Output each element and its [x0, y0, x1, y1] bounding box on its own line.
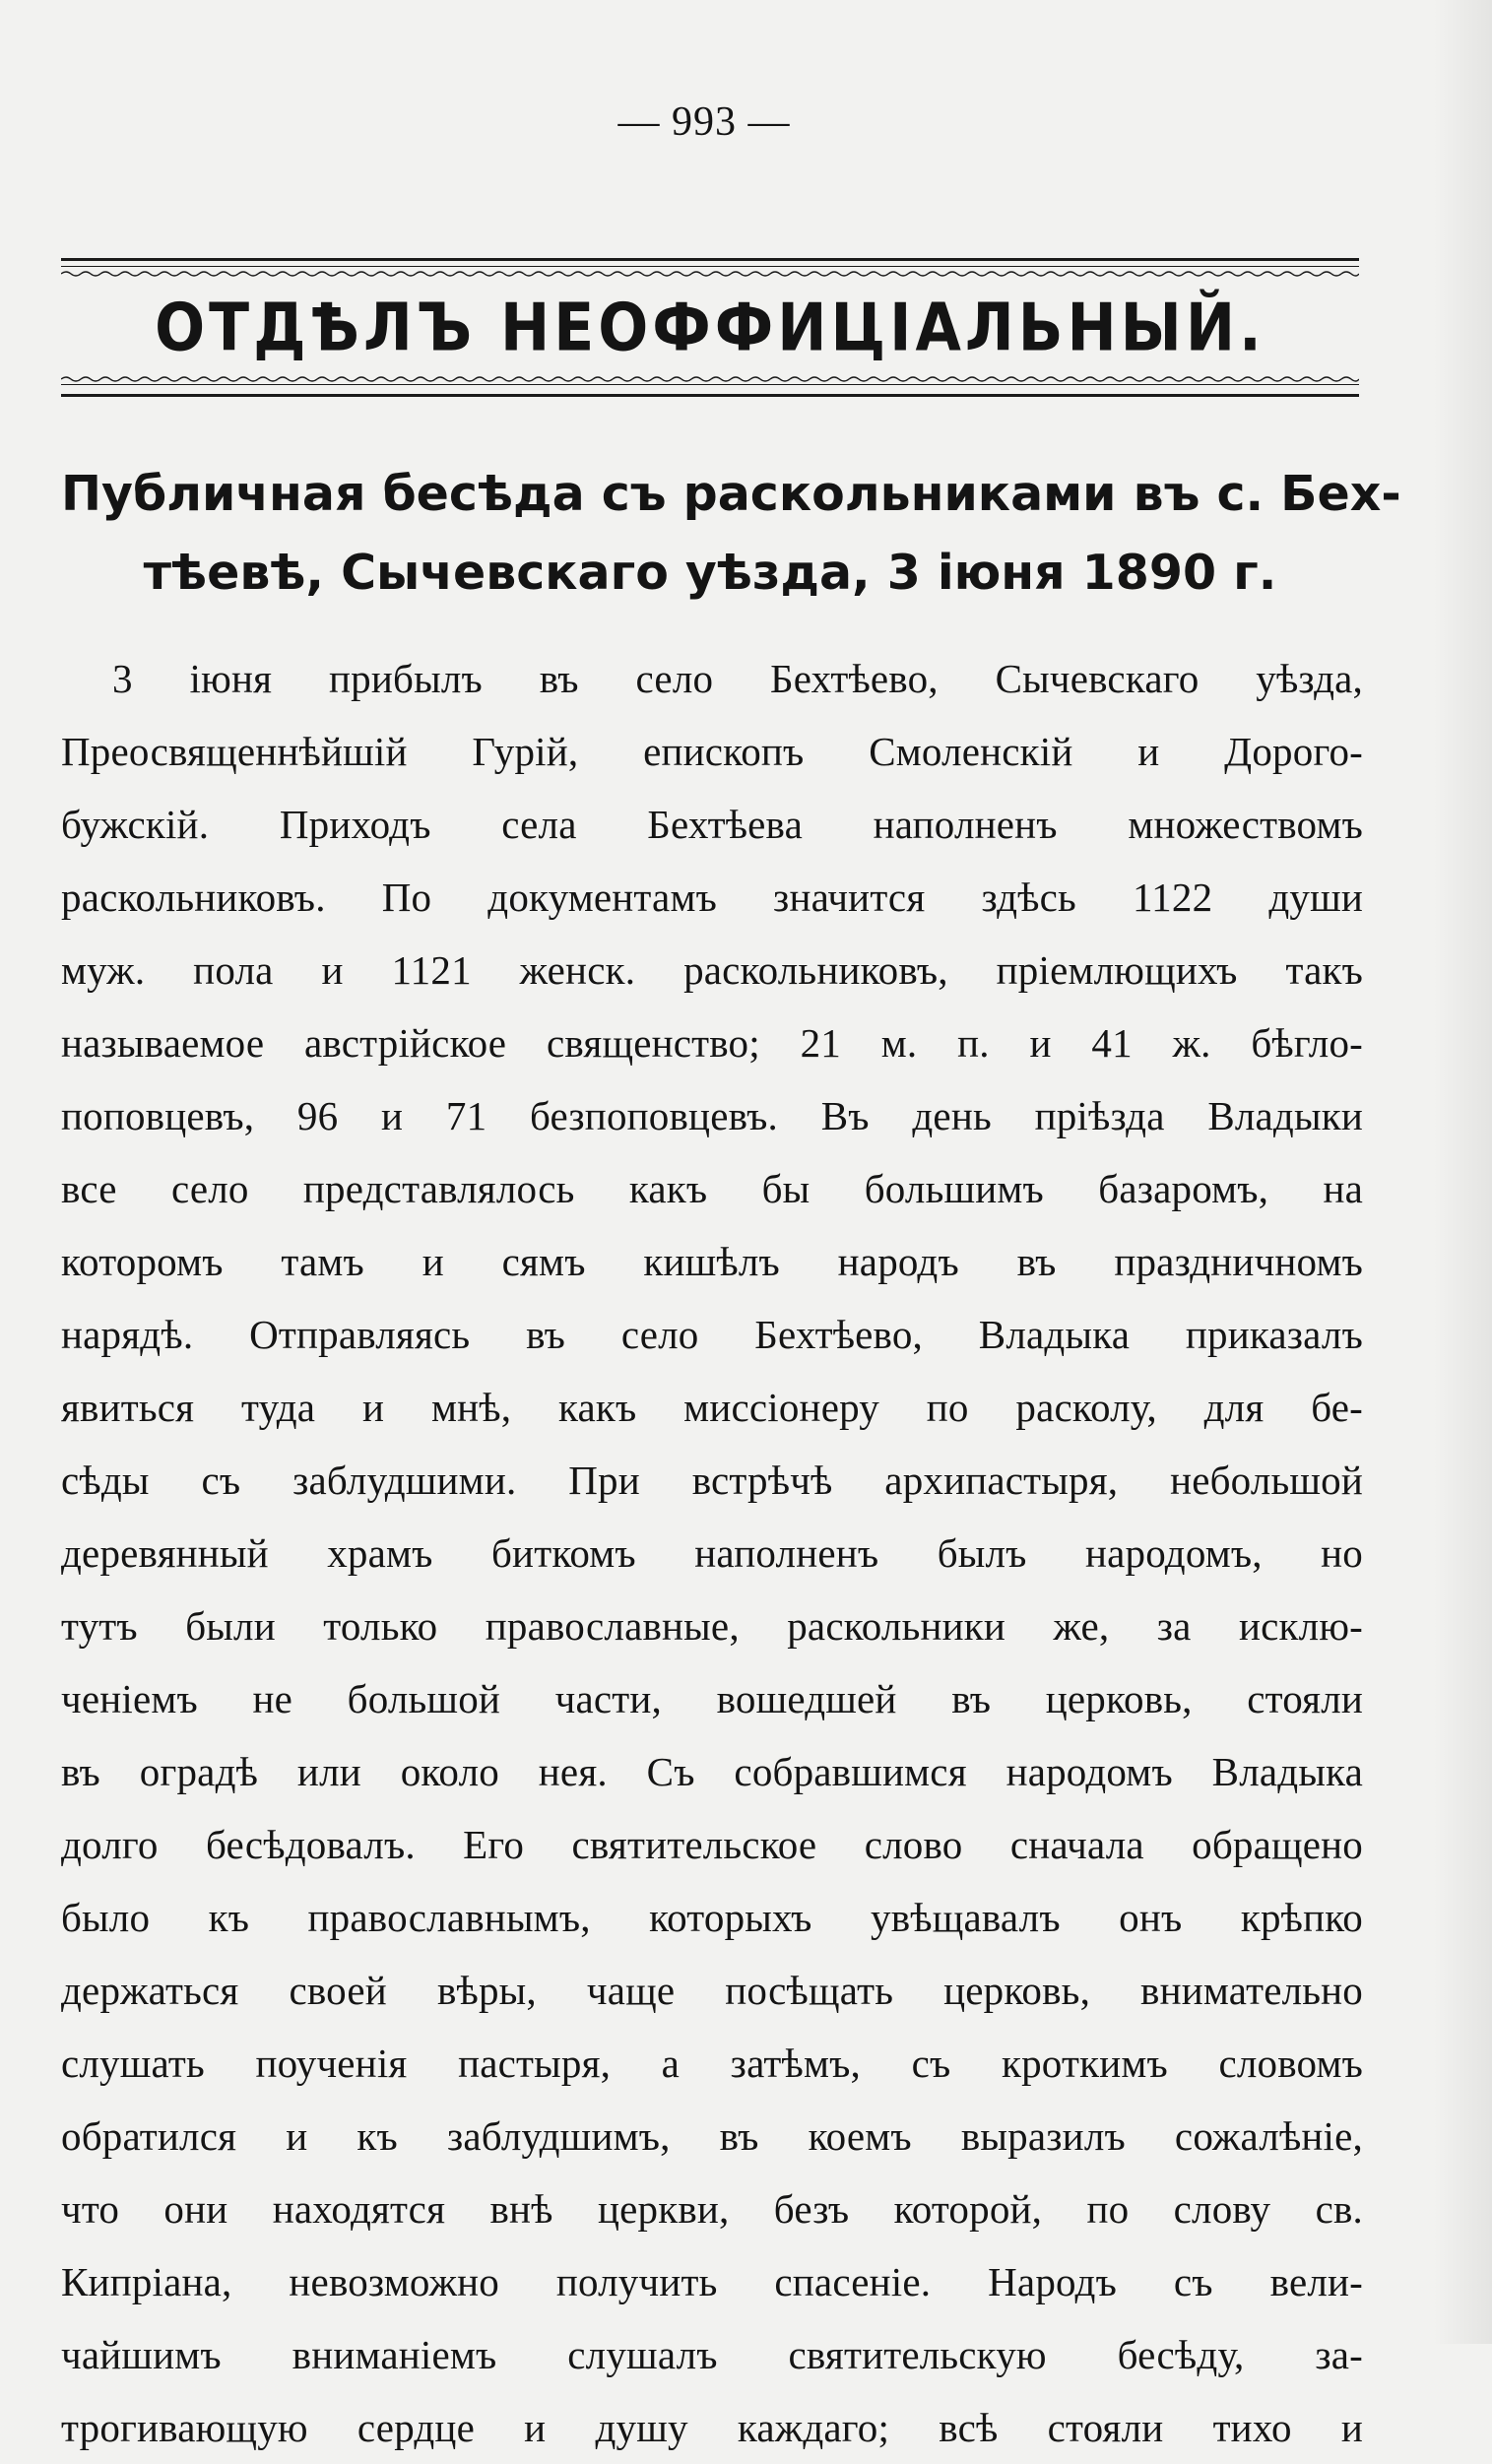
- body-line: все село представлялось какъ бы большимъ базаромъ, на: [61, 1166, 1363, 1211]
- article-title-line: тѣевѣ, Сычевскаго уѣзда, 3 іюня 1890 г.: [143, 545, 1277, 601]
- page-edge-shadow: [1433, 0, 1492, 2344]
- body-line: ченіемъ не большой части, вошедшей въ церковь, стояли: [61, 1676, 1363, 1721]
- body-line: 3 іюня прибылъ въ село Бехтѣево, Сычевскаго уѣзда,: [112, 656, 1363, 701]
- section-heading: ОТДѢЛЪ НЕОФФИЦІАЛЬНЫЙ.: [155, 290, 1265, 367]
- heading-rule-bottom-thick: [61, 394, 1359, 397]
- body-line: было къ православнымъ, которыхъ увѣщавалъ онъ крѣпко: [61, 1895, 1363, 1940]
- heading-ornament-bottom: [61, 375, 1359, 383]
- heading-rule-top-thin: [61, 266, 1359, 267]
- body-line: которомъ тамъ и сямъ кишѣлъ народъ въ праздничномъ: [61, 1239, 1363, 1284]
- article-title-line: Публичная бесѣда съ раскольниками въ с. Бех-: [61, 466, 1401, 522]
- body-line: трогивающую сердце и душу каждаго; всѣ стояли тихо и: [61, 2405, 1363, 2450]
- heading-rule-bottom-thin: [61, 384, 1359, 385]
- heading-rule-top-thick: [61, 258, 1359, 261]
- heading-ornament-top: [61, 270, 1359, 278]
- body-line: обратился и къ заблудшимъ, въ коемъ выразилъ сожалѣніе,: [61, 2113, 1363, 2159]
- article-body: [61, 642, 1363, 2464]
- body-line: Преосвященнѣйшій Гурій, епископъ Смоленскій и Дорого-: [61, 729, 1363, 774]
- body-line: называемое австрійское священство; 21 м. п. и 41 ж. бѣгло-: [61, 1020, 1363, 1066]
- body-line: бужскій. Приходъ села Бехтѣева наполненъ множествомъ: [61, 802, 1363, 847]
- body-line: держаться своей вѣры, чаще посѣщать церковь, внимательно: [61, 1968, 1363, 2013]
- body-line: сѣды съ заблудшими. При встрѣчѣ архипастыря, небольшой: [61, 1458, 1363, 1503]
- body-line: муж. пола и 1121 женск. раскольниковъ, пріемлющихъ такъ: [61, 947, 1363, 993]
- body-line: нарядѣ. Отправляясь въ село Бехтѣево, Владыка приказалъ: [61, 1312, 1363, 1357]
- body-line: чайшимъ вниманіемъ слушалъ святительскую бесѣду, за-: [61, 2332, 1363, 2377]
- body-line: поповцевъ, 96 и 71 безпоповцевъ. Въ день пріѣзда Владыки: [61, 1093, 1363, 1138]
- body-line: долго бесѣдовалъ. Его святительское слово сначала обращено: [61, 1822, 1363, 1867]
- body-line: явиться туда и мнѣ, какъ миссіонеру по расколу, для бе-: [61, 1385, 1363, 1430]
- body-line: Кипріана, невозможно получить спасеніе. Народъ съ вели-: [61, 2259, 1363, 2304]
- body-line: раскольниковъ. По документамъ значится здѣсь 1122 души: [61, 875, 1363, 920]
- page-number: — 993 —: [617, 99, 791, 145]
- article-title: [61, 455, 1401, 613]
- body-line: въ оградѣ или около нея. Съ собравшимся народомъ Владыка: [61, 1749, 1363, 1794]
- body-line: что они находятся внѣ церкви, безъ которой, по слову св.: [61, 2186, 1363, 2232]
- body-line: деревянный храмъ биткомъ наполненъ былъ народомъ, но: [61, 1530, 1363, 1576]
- body-line: тутъ были только православные, раскольники же, за исклю-: [61, 1603, 1363, 1649]
- body-line: слушать поученія пастыря, а затѣмъ, съ кроткимъ словомъ: [61, 2041, 1363, 2086]
